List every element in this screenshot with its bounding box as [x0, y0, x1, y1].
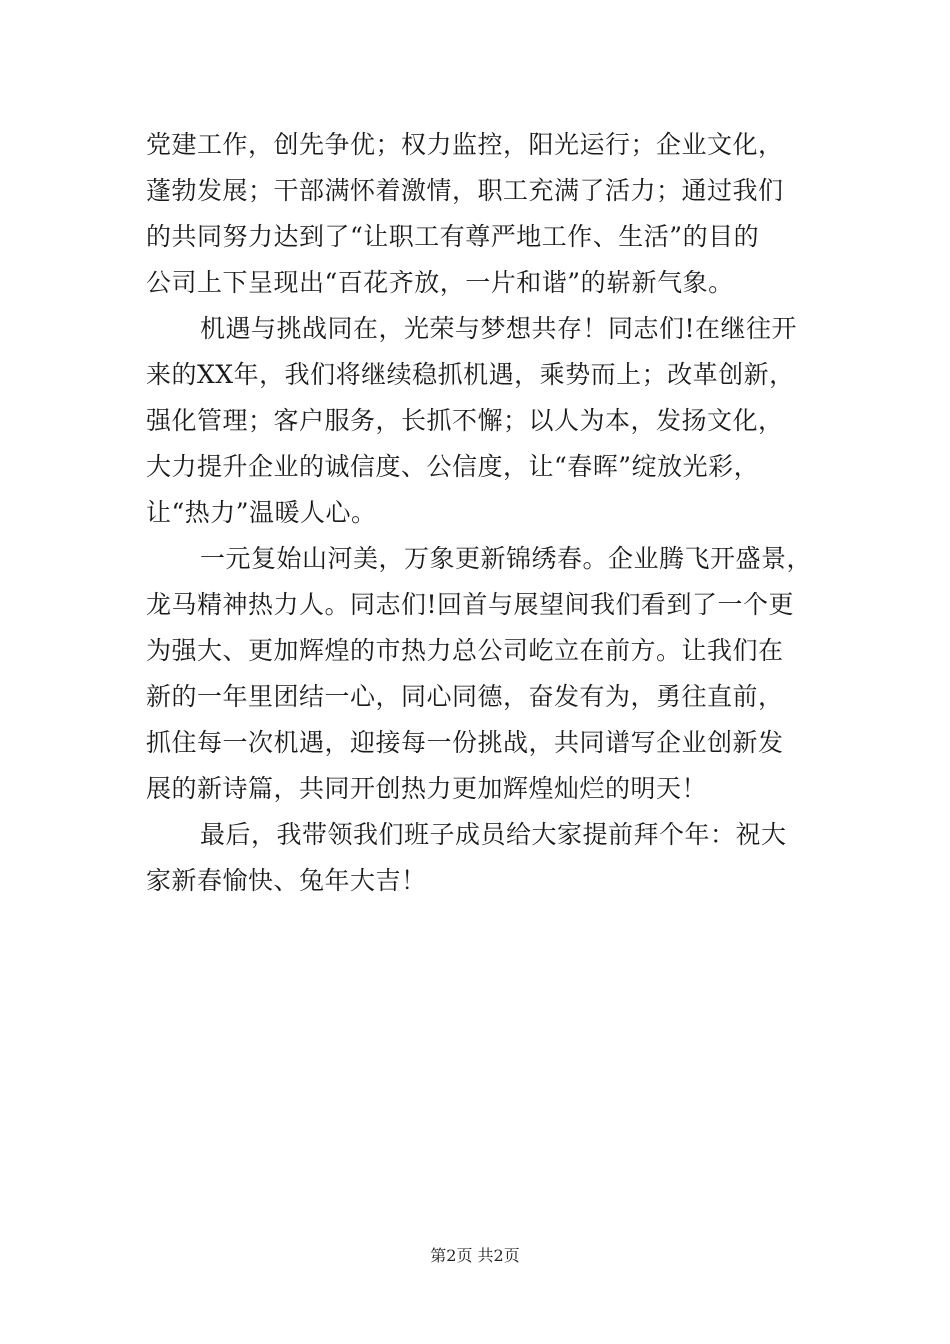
text-line: 抓住每一次机遇，迎接每一份挑战，共同谱写企业创新发 [146, 728, 784, 757]
paragraph-start-line: 一元复始山河美，万象更新锦绣春。企业腾飞开盛景， [200, 544, 813, 573]
text-line: 强化管理；客户服务，长抓不懈；以人为本，发扬文化， [146, 406, 784, 435]
document-body [146, 122, 826, 904]
paragraph-start-line: 最后，我带领我们班子成员给大家提前拜个年：祝大 [200, 820, 787, 849]
text-line: 为强大、更加辉煌的市热力总公司屹立在前方。让我们在 [146, 636, 784, 665]
text-line: 党建工作，创先争优；权力监控，阳光运行；企业文化， [146, 130, 784, 159]
text-line: 公司上下呈现出“百花齐放，一片和谐”的崭新气象。 [146, 268, 734, 297]
paragraph-start-line: 机遇与挑战同在，光荣与梦想共存！同志们!在继往开 [200, 314, 798, 343]
text-line: 大力提升企业的诚信度、公信度，让“春晖”绽放光彩， [146, 452, 760, 481]
text-line: 龙马精神热力人。同志们!回首与展望间我们看到了一个更 [146, 590, 795, 619]
text-line: 蓬勃发展；干部满怀着激情，职工充满了活力；通过我们 [146, 176, 784, 205]
text-line: 让“热力”温暖人心。 [146, 498, 377, 527]
text-line: 家新春愉快、兔年大吉！ [146, 866, 427, 895]
text-line: 新的一年里团结一心，同心同德，奋发有为，勇往直前， [146, 682, 784, 711]
text-line: 来的XX年，我们将继续稳抓机遇，乘势而上；改革创新， [146, 360, 795, 389]
text-line: 展的新诗篇，共同开创热力更加辉煌灿烂的明天！ [146, 774, 708, 803]
text-line: 的共同努力达到了“让职工有尊严地工作、生活”的目的 [146, 222, 760, 251]
page-number-footer: 第2页 共2页 [430, 1246, 520, 1265]
